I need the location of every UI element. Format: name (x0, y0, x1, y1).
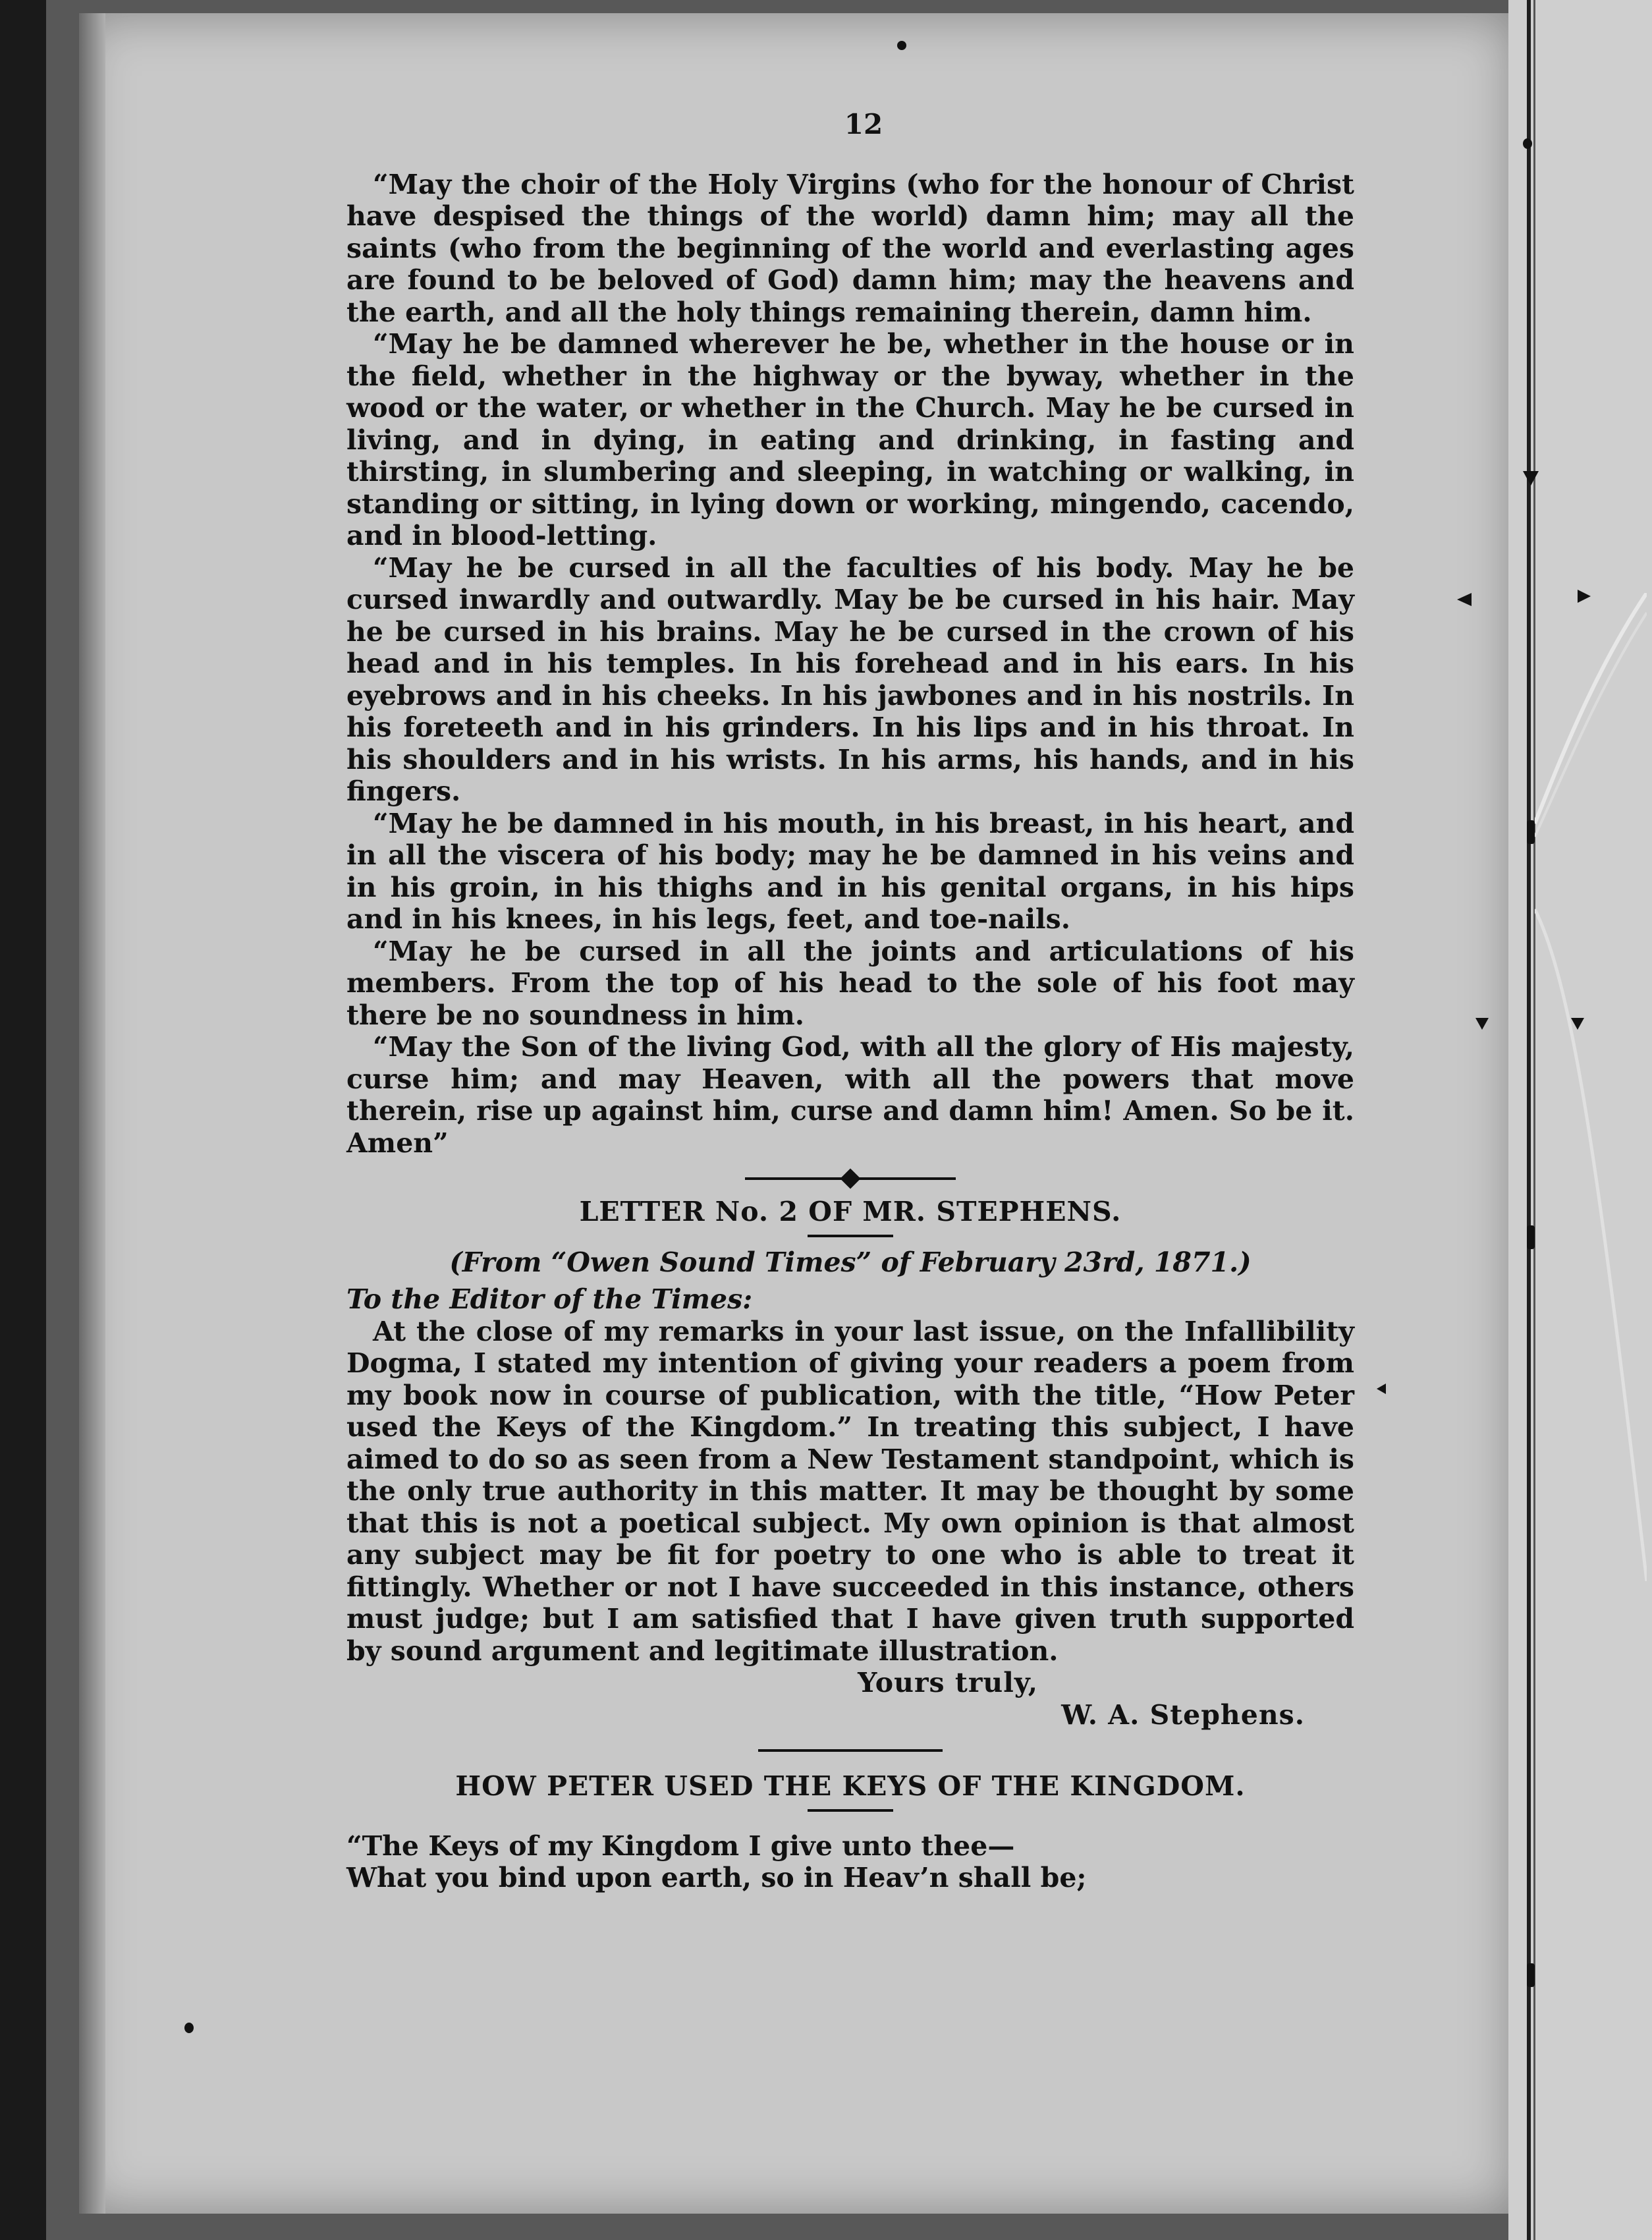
binding-mark-2 (1457, 593, 1472, 606)
poem-body (346, 1830, 1354, 1894)
section-rule (758, 1749, 943, 1752)
speck-6 (1527, 1963, 1535, 1987)
speck-1 (897, 41, 906, 50)
speck-5 (1527, 1225, 1535, 1249)
binding-line-secondary (1533, 0, 1535, 2240)
letter-closing-text: Yours truly, (858, 1667, 1038, 1698)
letter-closing (346, 1667, 1354, 1699)
poem-title: HOW PETER USED THE KEYS OF THE KINGDOM. (455, 1770, 1246, 1802)
poem-line-2: What you bind upon earth, so in Heav’n shall be; (346, 1862, 1087, 1893)
letter-heading: LETTER No. 2 OF MR. STEPHENS. (579, 1196, 1122, 1227)
binding-line (1527, 0, 1531, 2240)
page-number: 12 (844, 108, 883, 140)
paragraph-joints: “May he be cursed in all the joints and articulations of his members. From the top of his head to the sole of his foot may there be no soundness in him. (346, 935, 1354, 1031)
binding-mark-4 (1475, 1018, 1489, 1030)
heading-rule (808, 1235, 893, 1237)
ornamental-divider-diamond (840, 1168, 860, 1189)
poem-line-1: “The Keys of my Kingdom I give unto thee— (346, 1830, 1015, 1862)
paragraph-virgins: “May the choir of the Holy Virgins (who for the honour of Christ have despised the things of the world) damn him; may all the saints (who from the beginning of the world and everlasting ages are found to be beloved of God) damn him; may the heavens and the earth, and all the holy things remaining therein, damn him. (346, 168, 1354, 328)
ornamental-divider (745, 1173, 956, 1183)
letter-body: At the close of my remarks in your last issue, on the Infallibility Dogma, I stated my intention of giving your readers a poem from my book now in course of publication, with the title, “How Peter used the Keys of the Kingdom.” In treating this subject, I have aimed to do so as seen from a New Testament standpoint, which is the only true authority in this matter. It may be thought by some that this is not a poetical subject. My own opinion is that almost any subject may be fit for poetry to one who is able to treat it fittingly. Whether or not I have succeeded in this instance, others must judge; but I am satisfied that I have given truth supported by sound argument and legitimate illustration. (346, 1315, 1354, 1667)
binding-mark-3 (1578, 590, 1591, 603)
letter-source: (From “Owen Sound Times” of February 23rd, 1871.) (449, 1246, 1252, 1278)
speck-3 (184, 2023, 194, 2033)
paragraph-wherever (346, 328, 1354, 552)
letter-signature: W. A. Stephens. (1061, 1698, 1305, 1731)
binding-mark-1 (1523, 471, 1539, 486)
paragraph-faculties: “May he be cursed in all the faculties of his body. May he be cursed inwardly and outwardly. May be be cursed in his hair. May he be cursed in his brains. May he be cursed in the crown of his head and in his temples. In his forehead and in his ears. In his eyebrows and in his cheeks. In his jawbones and in his nostrils. In his foreteeth and in his grinders. In his lips and in his throat. In his shoulders and in his wrists. In his arms, his hands, and in his fingers. (346, 551, 1354, 807)
paragraph-mouth: “May he be damned in his mouth, in his breast, in his heart, and in all the viscera of his body; may he be damned in his veins and in his groin, in his thighs and in his genital organs, in his hips and in his knees, in his legs, feet, and toe-nails. (346, 807, 1354, 935)
speck-2 (1523, 138, 1532, 149)
text-body (346, 109, 1354, 1894)
letter-salutation: To the Editor of the Times: (346, 1283, 753, 1315)
paragraph-son-of-god: “May the Son of the living God, with all the glory of His majesty, curse him; and may Heaven, with all the powers that move therein, rise up against him, curse and damn him! Amen. So be it. Amen” (346, 1031, 1354, 1159)
binding-mark-5 (1571, 1018, 1584, 1030)
paragraph-wherever-text: “May he be damned wherever he be, whether in the house or in the field, whether in the highway or the byway, whether in the wood or the water, or whether in the Church. May he be cursed in living, and in dying, in eating and drinking, in fasting and thirsting, in slumbering and sleeping, in watching or walking, in standing or sitting, in lying down or working, mingendo, cacendo, and in blood-letting. (346, 328, 1354, 551)
poem-title-rule (808, 1809, 893, 1812)
speck-4 (1527, 820, 1535, 844)
binding-mark-6 (1377, 1384, 1386, 1394)
page-left-edge-shadow (79, 13, 105, 2214)
